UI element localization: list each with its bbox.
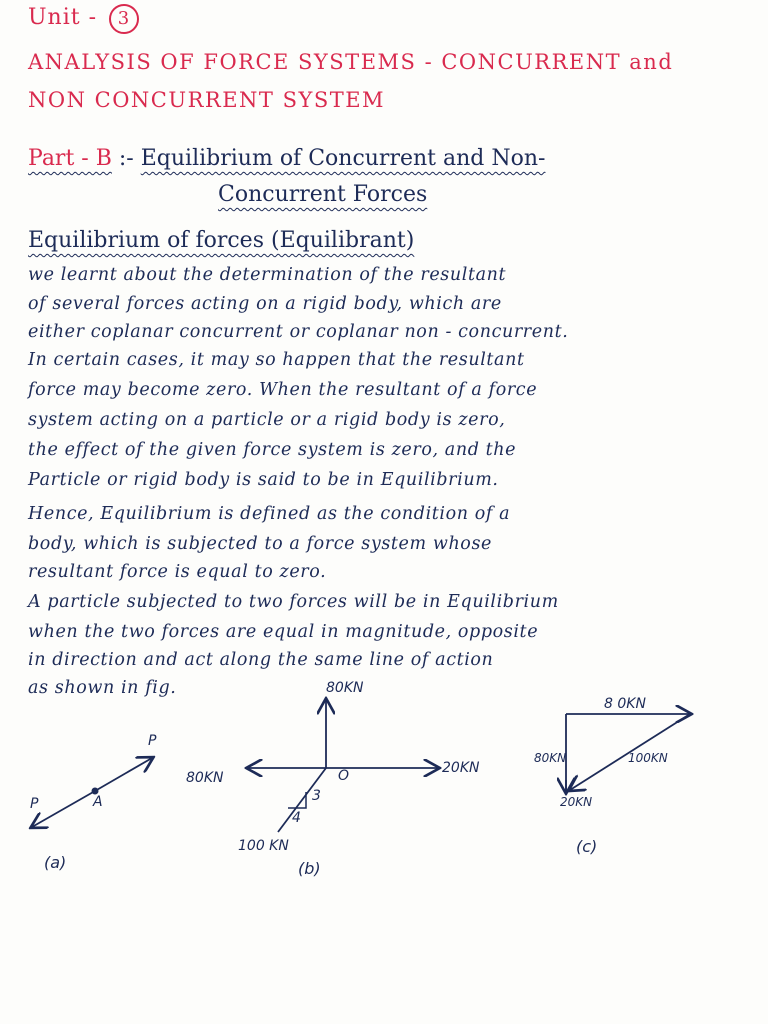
fig-b-caption: (b) xyxy=(298,859,321,878)
unit-label: Unit - xyxy=(28,5,98,30)
fig-c-label-top: 8 0KN xyxy=(604,696,646,712)
part-separator: :- xyxy=(118,146,134,171)
title-line-2: NON CONCURRENT SYSTEM xyxy=(28,88,386,112)
body-line-15: as shown in fig. xyxy=(28,678,177,698)
title-line-1: ANALYSIS OF FORCE SYSTEMS - CONCURRENT and xyxy=(28,50,674,74)
force-p-up-arrow xyxy=(95,758,152,791)
fig-b-label-top: 80KN xyxy=(326,680,364,696)
figure-a xyxy=(30,733,157,872)
body-line-8: Particle or rigid body is said to be in Equilibrium. xyxy=(28,470,499,490)
body-line-7: the effect of the given force system is zero, and the xyxy=(28,440,517,460)
force-p-down-arrow xyxy=(32,791,95,827)
fig-c-label-bottom: 20KN xyxy=(560,795,593,809)
fig-b-label-rise: 3 xyxy=(312,788,321,804)
fig-a-label-p-bottom: P xyxy=(30,796,39,812)
body-line-4: In certain cases, it may so happen that the resultant xyxy=(28,350,525,370)
fig-c-label-left: 80KN xyxy=(534,751,567,765)
body-line-9: Hence, Equilibrium is defined as the condition of a xyxy=(28,504,511,524)
part-title-2: Concurrent Forces xyxy=(218,182,428,207)
fig-c-caption: (c) xyxy=(576,837,598,856)
unit-number: 3 xyxy=(109,4,139,34)
body-line-6: system acting on a particle or a rigid body is zero, xyxy=(28,410,506,430)
fig-b-label-right: 20KN xyxy=(442,760,480,776)
fig-a-label-p-top: P xyxy=(148,733,157,749)
fig-b-label-origin: O xyxy=(338,768,350,784)
fig-a-label-a: A xyxy=(93,794,103,810)
figure-b xyxy=(186,680,480,878)
section-heading: Equilibrium of forces (Equilibrant) xyxy=(28,228,415,253)
body-line-2: of several forces acting on a rigid body, which are xyxy=(28,294,502,314)
body-line-3: either coplanar concurrent or coplanar non - concurrent. xyxy=(28,322,569,342)
body-line-5: force may become zero. When the resultant of a force xyxy=(28,380,538,400)
part-label: Part - B xyxy=(28,146,112,171)
fig-b-label-run: 4 xyxy=(292,810,301,826)
body-line-1: we learnt about the determination of the resultant xyxy=(28,265,507,285)
fig-b-label-left: 80KN xyxy=(186,770,224,786)
body-line-11: resultant force is equal to zero. xyxy=(28,562,327,582)
figure-c xyxy=(534,696,690,856)
body-line-13: when the two forces are equal in magnitude, opposite xyxy=(28,622,539,642)
fig-c-label-hyp: 100KN xyxy=(628,751,668,765)
body-line-14: in direction and act along the same line of action xyxy=(28,650,494,670)
body-line-12: A particle subjected to two forces will be in Equilibrium xyxy=(28,592,559,612)
part-title-1: Equilibrium of Concurrent and Non- xyxy=(140,146,546,171)
body-line-10: body, which is subjected to a force system whose xyxy=(28,534,492,554)
fig-a-caption: (a) xyxy=(44,853,67,872)
fig-b-label-bottom: 100 KN xyxy=(238,838,289,854)
